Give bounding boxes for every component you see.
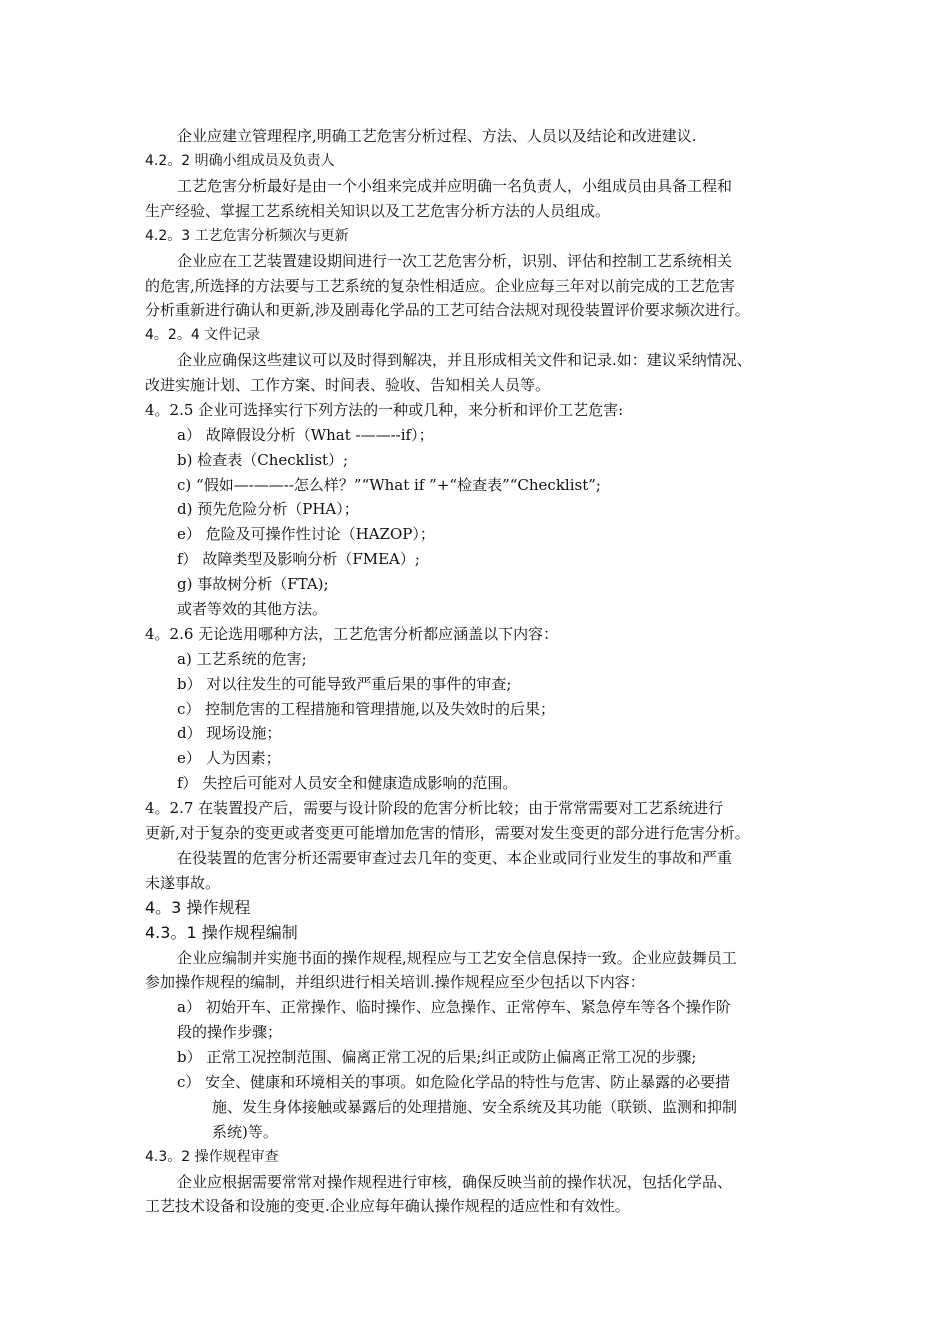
- section-heading: 4。2。4 文件记录: [145, 327, 261, 343]
- paragraph-line: 未遂事故。: [145, 874, 221, 892]
- list-item: a） 故障假设分析（What -——--if）；: [177, 426, 434, 444]
- paragraph-line: 的危害,所选择的方法要与工艺系统的复杂性相适应。企业应每三年对以前完成的工艺危害: [145, 277, 735, 295]
- list-item: c) “假如—-——--怎么样？”“What if ”+“检查表”“Checklist”;: [177, 476, 601, 494]
- list-item: c） 安全、健康和环境相关的事项。如危险化学品的特性与危害、防止暴露的必要措: [177, 1073, 731, 1091]
- paragraph-line: 企业应在工艺装置建设期间进行一次工艺危害分析，识别、评估和控制工艺系统相关: [177, 252, 733, 270]
- paragraph-line: 工艺技术设备和设施的变更.企业应每年确认操作规程的适应性和有效性。: [145, 1197, 630, 1215]
- paragraph-line: 4。2.6 无论选用哪种方法，工艺危害分析都应涵盖以下内容：: [145, 625, 559, 643]
- paragraph-line: 参加操作规程的编制，并组织进行相关培训.操作规程应至少包括以下内容：: [145, 973, 645, 991]
- list-item: 段的操作步骤；: [177, 1023, 283, 1041]
- section-heading: 4.3。1 操作规程编制: [145, 923, 298, 942]
- section-heading: 4。3 操作规程: [145, 898, 251, 917]
- list-item: 施、发生身体接触或暴露后的处理措施、安全系统及其功能（联锁、监测和抑制: [212, 1098, 738, 1116]
- list-item: 系统)等。: [212, 1123, 278, 1141]
- list-item: g) 事故树分析（FTA);: [177, 575, 329, 593]
- paragraph-line: 4。2.7 在装置投产后，需要与设计阶段的危害分析比较；由于常常需要对工艺系统进行: [145, 799, 724, 817]
- section-heading: 4.3。2 操作规程审查: [145, 1149, 279, 1165]
- paragraph-line: 生产经验、掌握工艺系统相关知识以及工艺危害分析方法的人员组成。: [145, 202, 611, 220]
- list-item: a） 初始开车、正常操作、临时操作、应急操作、正常停车、紧急停车等各个操作阶: [177, 998, 731, 1016]
- paragraph-line: 分析重新进行确认和更新,涉及剧毒化学品的工艺可结合法规对现役装置评价要求频次进行。: [145, 301, 750, 319]
- section-heading: 4.2。2 明确小组成员及负责人: [145, 153, 335, 169]
- paragraph-line: 更新,对于复杂的变更或者变更可能增加危害的情形，需要对发生变更的部分进行危害分析。: [145, 824, 750, 842]
- paragraph-line: 企业应建立管理程序,明确工艺危害分析过程、方法、人员以及结论和改进建议.: [177, 127, 697, 145]
- list-item: 或者等效的其他方法。: [177, 600, 328, 618]
- list-item: a) 工艺系统的危害;: [177, 650, 307, 668]
- list-item: c） 控制危害的工程措施和管理措施,以及失效时的后果；: [177, 700, 555, 718]
- list-item: f） 故障类型及影响分析（FMEA）;: [177, 550, 420, 568]
- section-heading: 4.2。3 工艺危害分析频次与更新: [145, 228, 349, 244]
- paragraph-line: 在役装置的危害分析还需要审查过去几年的变更、本企业或同行业发生的事故和严重: [177, 849, 733, 867]
- paragraph-line: 改进实施计划、工作方案、时间表、验收、告知相关人员等。: [145, 376, 551, 394]
- list-item: d) 预先危险分析（PHA）；: [177, 500, 359, 518]
- paragraph-line: 4。2.5 企业可选择实行下列方法的一种或几种，来分析和评价工艺危害:: [145, 401, 624, 419]
- list-item: d） 现场设施；: [177, 724, 282, 742]
- list-item: b） 对以往发生的可能导致严重后果的事件的审查;: [177, 675, 512, 693]
- list-item: e） 人为因素；: [177, 749, 281, 767]
- paragraph-line: 工艺危害分析最好是由一个小组来完成并应明确一名负责人，小组成员由具备工程和: [177, 177, 733, 195]
- list-item: f） 失控后可能对人员安全和健康造成影响的范围。: [177, 774, 518, 792]
- paragraph-line: 企业应编制并实施书面的操作规程,规程应与工艺安全信息保持一致。企业应鼓舞员工: [177, 949, 737, 967]
- list-item: b) 检查表（Checklist）;: [177, 451, 349, 469]
- list-item: b） 正常工况控制范围、偏离正常工况的后果;纠正或防止偏离正常工况的步骤;: [177, 1048, 697, 1066]
- paragraph-line: 企业应确保这些建议可以及时得到解决，并且形成相关文件和记录.如：建议采纳情况、: [177, 351, 752, 369]
- list-item: e） 危险及可操作性讨论（HAZOP）；: [177, 525, 435, 543]
- paragraph-line: 企业应根据需要常常对操作规程进行审核，确保反映当前的操作状况，包括化学品、: [177, 1173, 733, 1191]
